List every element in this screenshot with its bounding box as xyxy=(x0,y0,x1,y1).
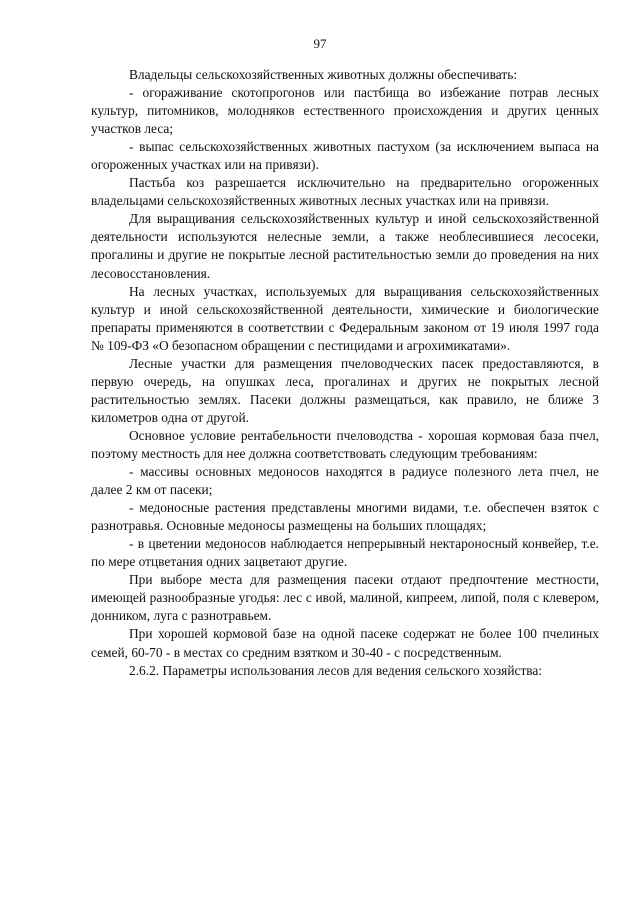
paragraph: Владельцы сельскохозяйственных животных должны обеспечивать: xyxy=(129,67,518,82)
page-number: 97 xyxy=(313,36,327,51)
paragraph: Для выращивания сельскохозяйственных культур и иной сельскохозяйственной деятельности используются нелесные земли, а также необлесившиеся лесосеки, прогалины и другие не покрытые лесной растительностью земли до проведения на них лесовосстановления. xyxy=(91,211,599,281)
paragraph: Основное условие рентабельности пчеловодства - хорошая кормовая база пчел, поэтому местность для нее должна соответствовать следующим требованиям: xyxy=(91,427,599,461)
list-item: - огораживание скотопрогонов или пастбища во избежание потрав лесных культур, питомников, молодняков естественного происхождения и других ценных участков леса; xyxy=(91,85,599,137)
document-body xyxy=(91,66,599,680)
paragraph: Лесные участки для размещения пчеловодческих пасек предоставляются, в первую очередь, на опушках леса, прогалинах и других не покрытых лесной растительностью землях. Пасеки должны размещаться, как правило, не ближе 3 километров одна от другой. xyxy=(91,355,599,425)
paragraph: На лесных участках, используемых для выращивания сельскохозяйственных культур и иной сельскохозяйственной деятельности, химические и биологические препараты применяются в соответствии с Федеральным законом от 19 июля 1997 года № 109-ФЗ «О безопасном обращении с пестицидами и агрохимикатами». xyxy=(91,283,599,353)
paragraph: Пастьба коз разрешается исключительно на предварительно огороженных владельцами сельскохозяйственных животных лесных участках или на привязи. xyxy=(91,175,599,209)
paragraph: При хорошей кормовой базе на одной пасеке содержат не более 100 пчелиных семей, 60-70 - в местах со средним взятком и 30-40 - с посредственным. xyxy=(91,626,599,660)
list-item: - в цветении медоносов наблюдается непрерывный нектароносный конвейер, т.е. по мере отцветания одних зацветают другие. xyxy=(91,536,599,570)
list-item: - медоносные растения представлены многими видами, т.е. обеспечен взяток с разнотравья. Основные медоносы размещены на больших площадях; xyxy=(91,500,599,534)
section-heading: 2.6.2. Параметры использования лесов для ведения сельского хозяйства: xyxy=(129,662,543,678)
paragraph: При выборе места для размещения пасеки отдают предпочтение местности, имеющей разнообразные угодья: лес с ивой, малиной, кипреем, липой, поля с клевером, донником, луга с разнотравьем. xyxy=(91,572,599,624)
list-item: - выпас сельскохозяйственных животных пастухом (за исключением выпаса на огороженных участках или на привязи). xyxy=(91,139,599,173)
list-item: - массивы основных медоносов находятся в радиусе полезного лета пчел, не далее 2 км от пасеки; xyxy=(91,464,599,498)
